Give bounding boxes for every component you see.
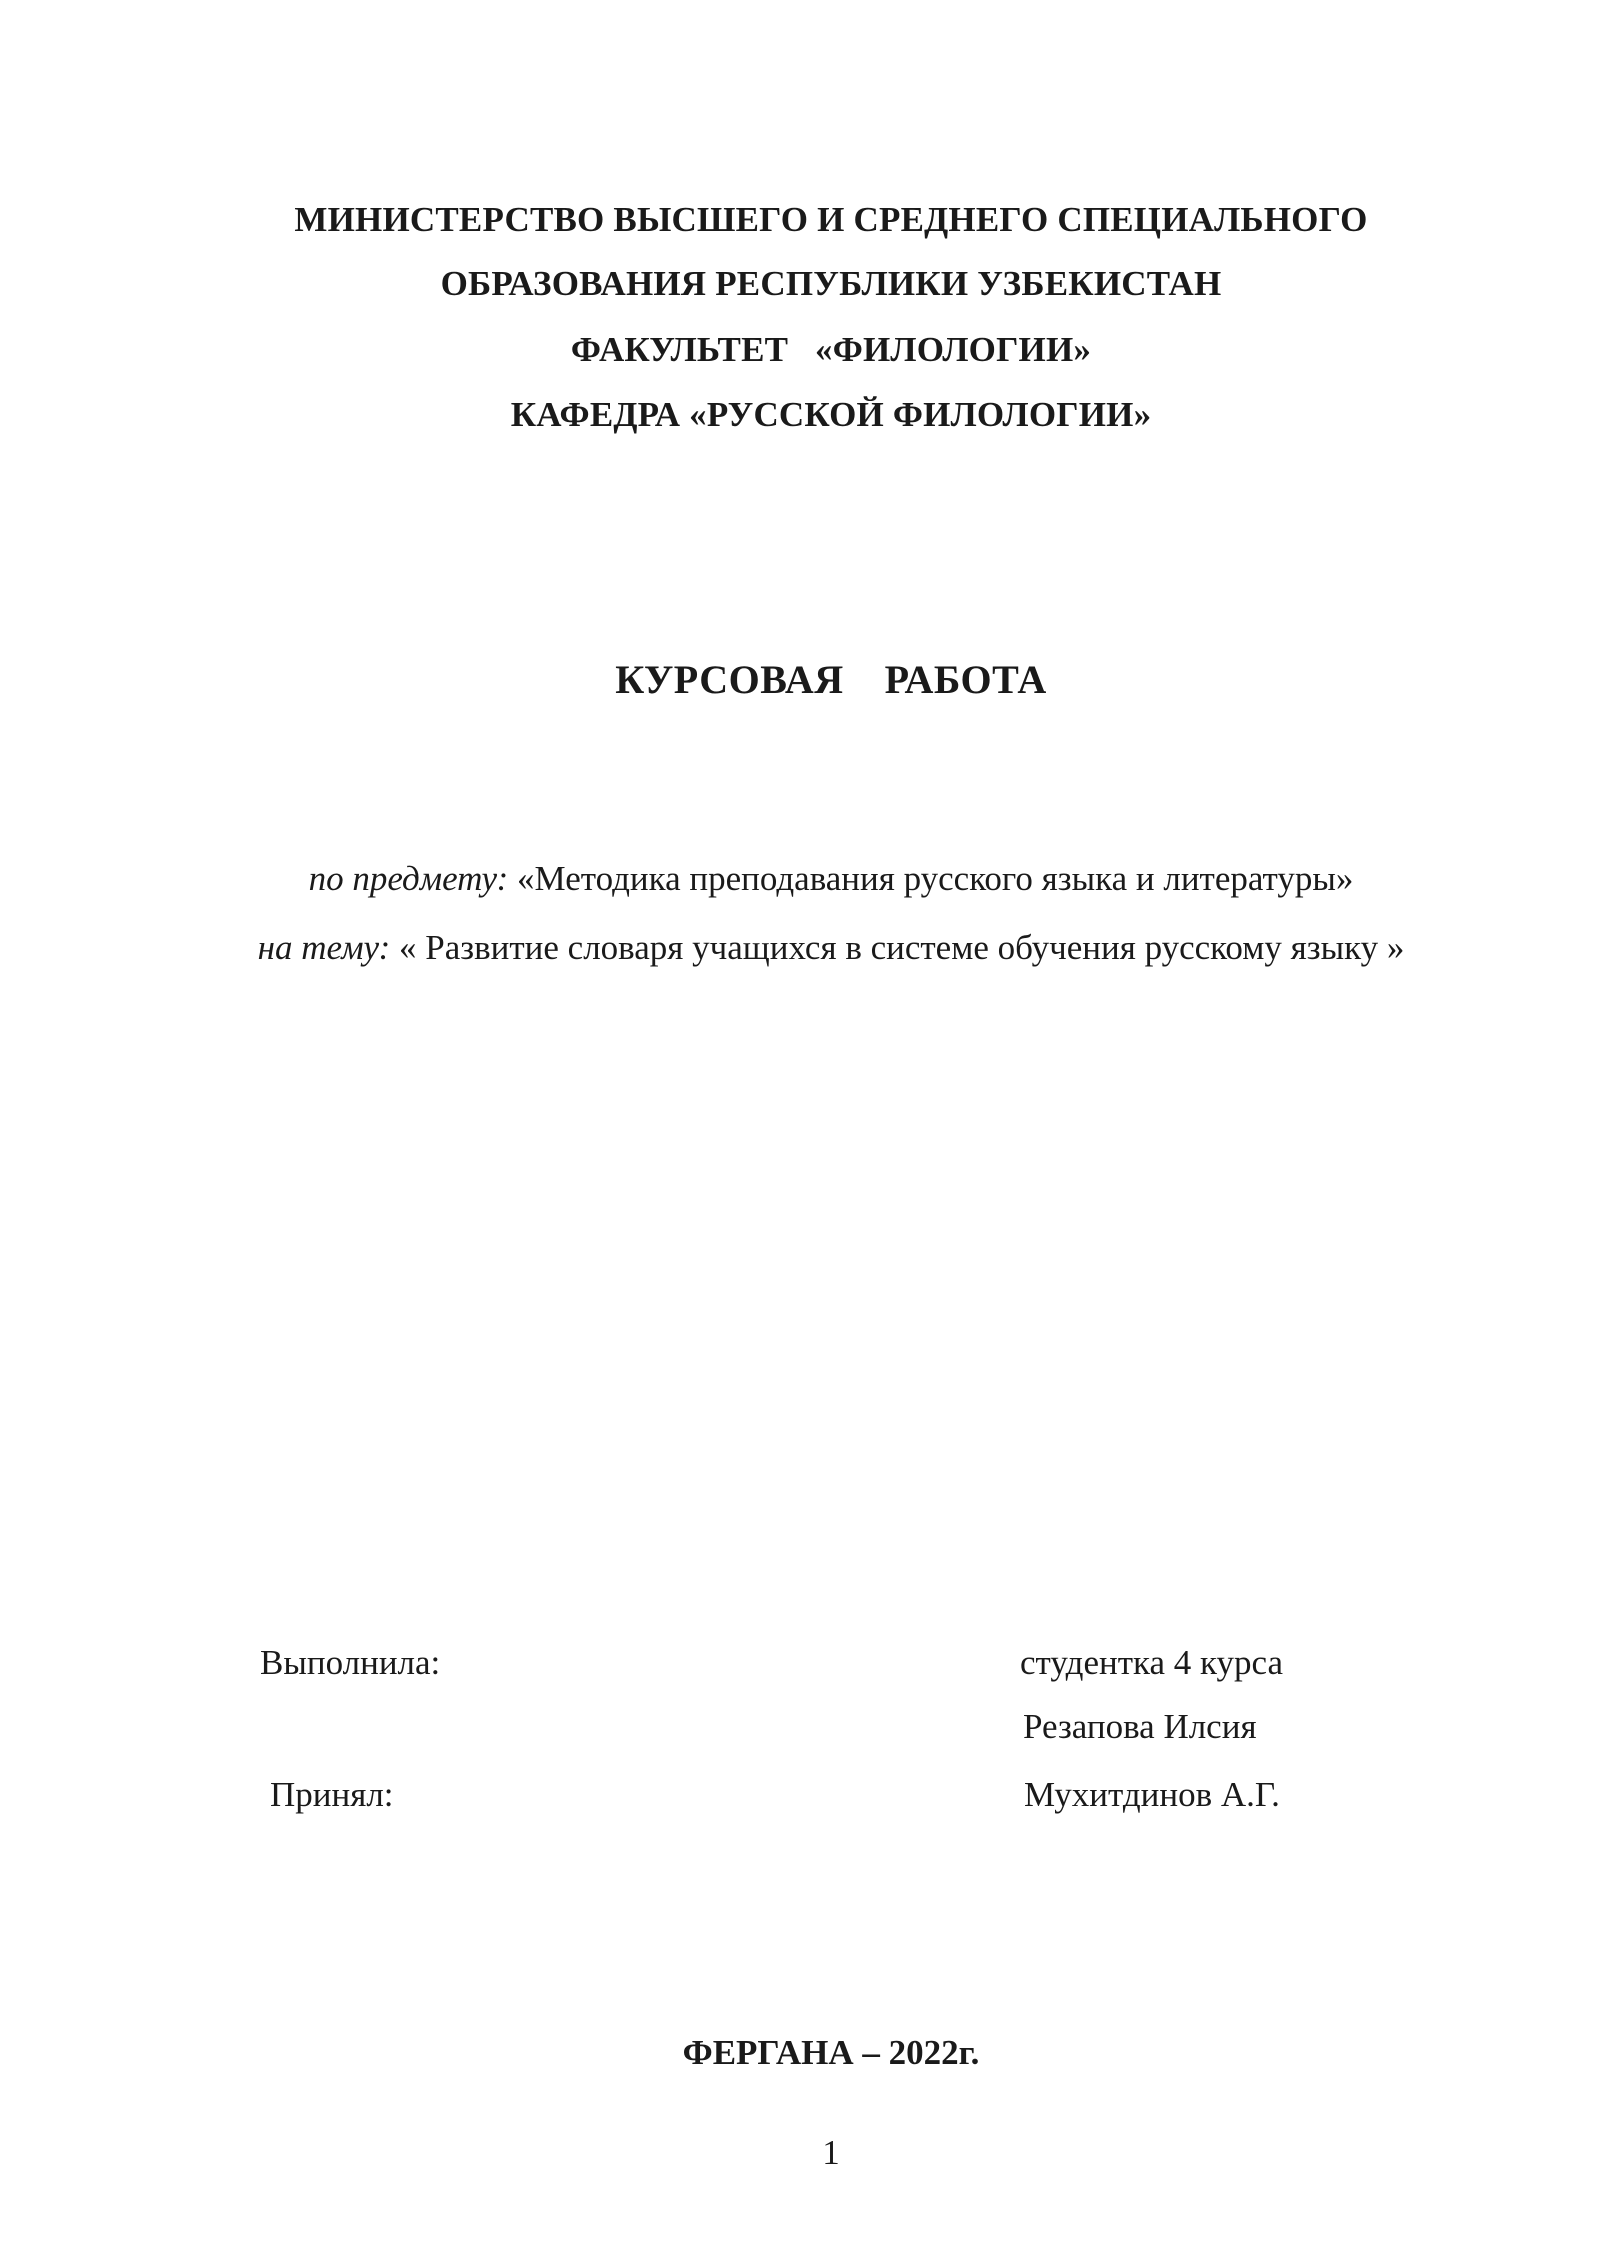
faculty-line: ФАКУЛЬТЕТ «ФИЛОЛОГИИ» — [570, 330, 1092, 369]
completed-label: Выполнила: — [260, 1643, 441, 1682]
subject-prefix: по предмету: — [308, 859, 509, 898]
topic-line — [0, 927, 1600, 969]
teacher-name: Мухитдинов А.Г. — [1024, 1775, 1280, 1814]
ministry-line-2: ОБРАЗОВАНИЯ РЕСПУБЛИКИ УЗБЕКИСТАН — [440, 264, 1222, 303]
subject-value: «Методика преподавания русского языка и литературы» — [508, 859, 1354, 898]
city-year: ФЕРГАНА – 2022г. — [682, 2033, 980, 2072]
subject-line — [0, 858, 1600, 900]
student-status: студентка 4 курса — [1020, 1643, 1284, 1682]
department-line: КАФЕДРА «РУССКОЙ ФИЛОЛОГИИ» — [510, 395, 1152, 434]
topic-prefix: на тему: — [257, 928, 391, 967]
accepted-label: Принял: — [270, 1775, 394, 1814]
student-name: Резапова Илсия — [1023, 1707, 1257, 1746]
ministry-line-1: МИНИСТЕРСТВО ВЫСШЕГО И СРЕДНЕГО СПЕЦИАЛЬНОГО — [294, 200, 1368, 239]
topic-value: « Развитие словаря учащихся в системе обучения русскому языку » — [390, 928, 1405, 967]
document-title: КУРСОВАЯ РАБОТА — [615, 657, 1047, 702]
page-number: 1 — [822, 2133, 840, 2172]
